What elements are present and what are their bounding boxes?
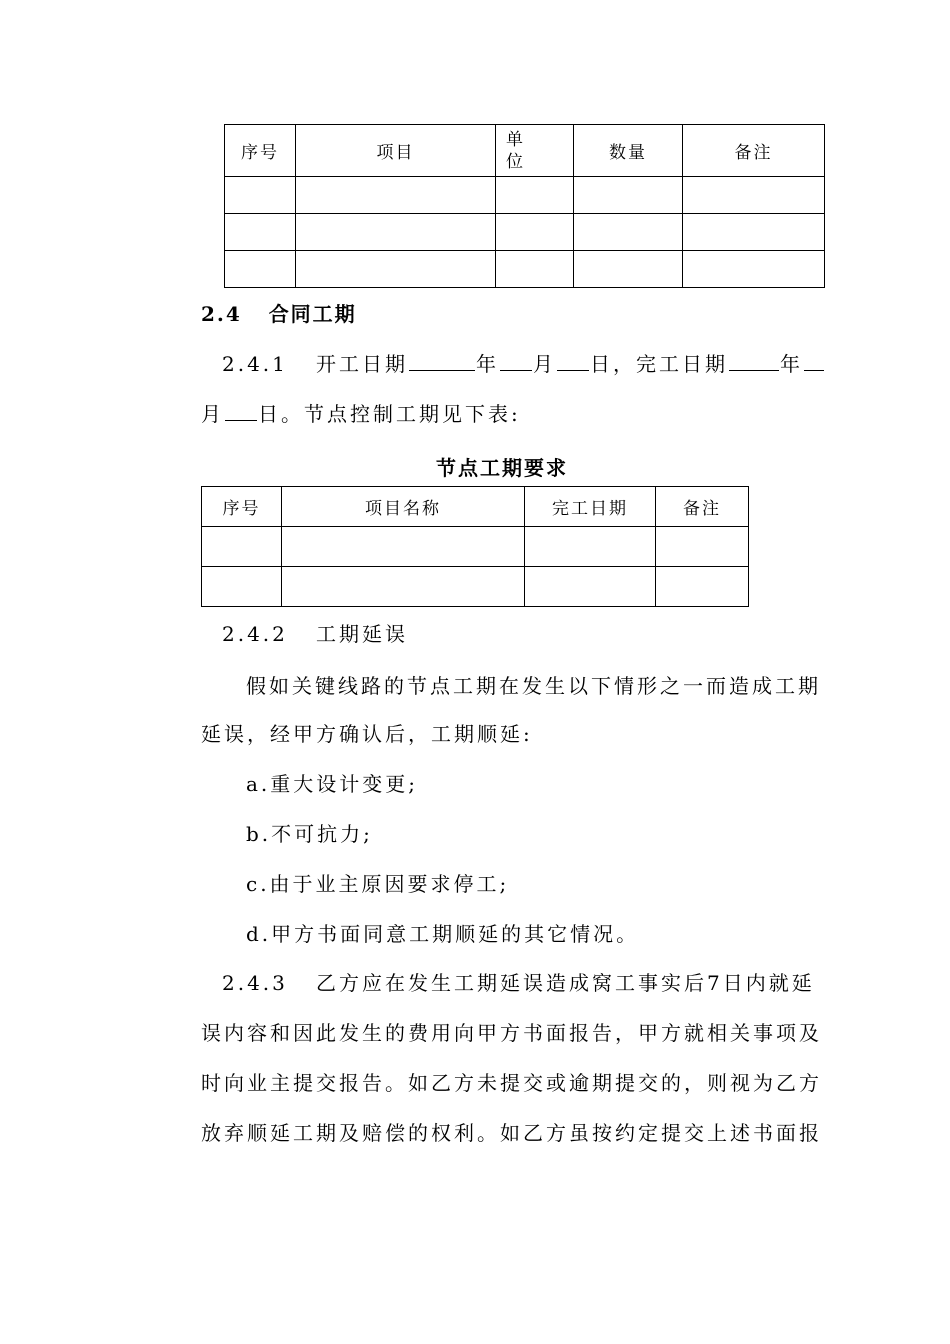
node-table-caption: 节点工期要求 [436,456,568,480]
clause-2-4-1-line-1 [222,352,825,376]
list-item: b.不可抗力; [246,822,373,846]
month-unit: 月 [201,402,224,426]
clause-title: 工期延误 [315,622,408,646]
end-date-label: 完工日期 [635,352,728,376]
table-cell [525,527,656,567]
header-cell-seq: 序号 [202,487,282,527]
table-cell [656,527,749,567]
table-cell [683,177,825,214]
items-table-header-row [225,125,825,177]
month-unit: 月 [532,352,556,376]
year-unit: 年 [475,352,499,376]
clause-number: 2.4.3 [222,971,288,995]
table-cell [225,251,296,288]
node-table-header-row [202,487,749,527]
node-schedule-table [201,486,749,607]
table-cell [296,177,496,214]
table-row [225,214,825,251]
header-unit-char-2: 位 [506,151,525,172]
header-cell-seq: 序号 [225,125,296,177]
header-unit-char-1: 单 [506,129,525,150]
table-cell [683,251,825,288]
table-cell [496,177,574,214]
clause-text: 乙方应在发生工期延误造成窝工事实后7日内就延 [315,971,815,995]
table-row [225,177,825,214]
clause-number: 2.4.2 [222,622,288,646]
table-cell [496,214,574,251]
end-month-blank-start[interactable] [804,352,824,371]
list-item: d.甲方书面同意工期顺延的其它情况。 [246,922,640,946]
table-cell [296,251,496,288]
table-row [202,527,749,567]
end-year-blank[interactable] [729,352,779,371]
table-row [225,251,825,288]
clause-2-4-2-intro-line-2: 延误，经甲方确认后，工期顺延: [201,722,533,746]
clause-2-4-2-heading [222,622,408,646]
header-cell-completion-date: 完工日期 [525,487,656,527]
table-cell [496,251,574,288]
table-cell [574,177,683,214]
header-cell-remark: 备注 [656,487,749,527]
table-cell [202,567,282,607]
table-cell [525,567,656,607]
table-cell [296,214,496,251]
table-cell [282,527,525,567]
header-cell-quantity: 数量 [574,125,683,177]
table-cell [202,527,282,567]
start-month-blank[interactable] [500,352,532,371]
clause-2-4-3-line-4: 放弃顺延工期及赔偿的权利。如乙方虽按约定提交上述书面报 [201,1121,822,1145]
list-item: c.由于业主原因要求停工; [246,872,510,896]
start-day-blank[interactable] [557,352,589,371]
table-cell [225,214,296,251]
section-title: 合同工期 [268,302,357,326]
clause-2-4-3-line-1 [222,971,815,995]
start-year-blank[interactable] [409,352,475,371]
items-table [224,124,825,288]
table-cell [683,214,825,251]
clause-number: 2.4.1 [222,352,288,376]
start-date-label: 开工日期 [315,352,408,376]
table-row [202,567,749,607]
table-cell [574,214,683,251]
table-cell [656,567,749,607]
list-item: a.重大设计变更; [246,772,419,796]
header-cell-item-name: 项目名称 [282,487,525,527]
table-cell [574,251,683,288]
section-heading-2-4 [201,302,357,326]
clause-2-4-3-line-3: 时向业主提交报告。如乙方未提交或逾期提交的，则视为乙方 [201,1071,822,1095]
header-cell-item: 项目 [296,125,496,177]
section-number: 2.4 [201,302,242,326]
day-unit: 日， [589,352,636,376]
header-cell-remark: 备注 [683,125,825,177]
table-cell [225,177,296,214]
header-cell-unit [496,125,574,177]
clause-2-4-3-line-2: 误内容和因此发生的费用向甲方书面报告，甲方就相关事项及 [201,1021,822,1045]
end-day-blank[interactable] [225,402,257,421]
year-unit: 年 [779,352,803,376]
table-cell [282,567,525,607]
clause-2-4-2-intro-line-1: 假如关键线路的节点工期在发生以下情形之一而造成工期 [246,674,821,698]
clause-text: 日。节点控制工期见下表: [258,402,521,426]
clause-2-4-1-line-2 [201,402,521,426]
